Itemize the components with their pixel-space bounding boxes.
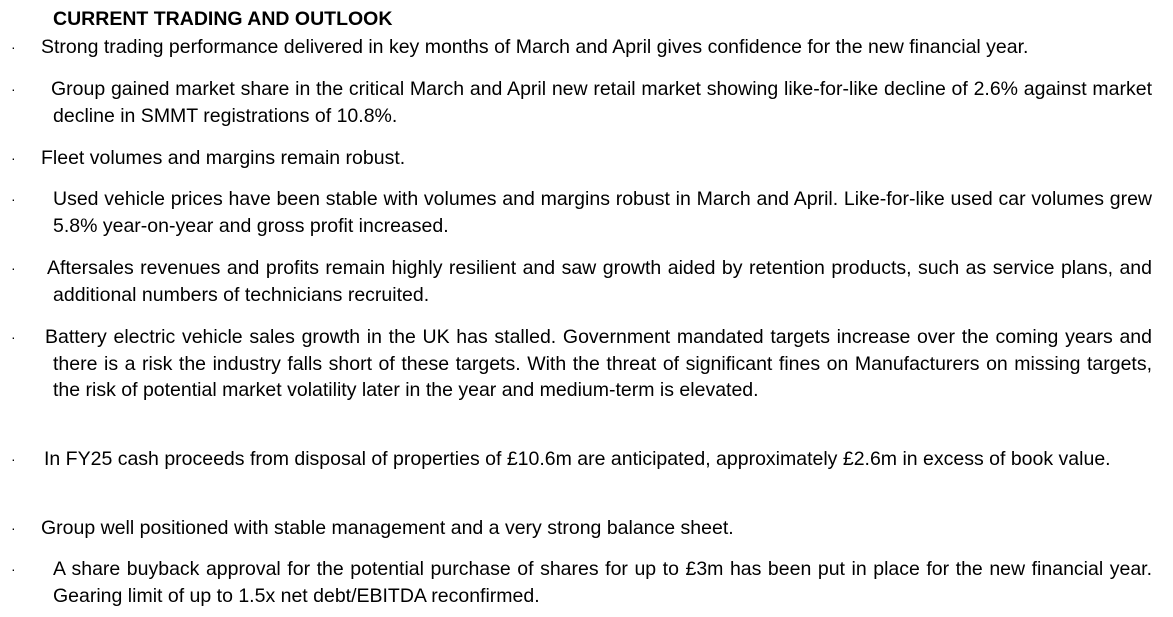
section-heading: CURRENT TRADING AND OUTLOOK <box>53 8 393 30</box>
bullet-text: Strong trading performance delivered in key months of March and April gives confidence for the new financial year. <box>41 36 1029 58</box>
bullet-text: Battery electric vehicle sales growth in the UK has stalled. Government mandated targets increase over the coming years and there is a risk the industry falls short of these targets. With the threat of significant fines on Manufacturers on missing targets, the risk of potential market volatility later in the year and medium-term is elevated. <box>45 326 1152 401</box>
bullet-text: Used vehicle prices have been stable with volumes and margins robust in March and April. Like-for-like used car volumes grew 5.8% year-on-year and gross profit increased. <box>53 188 1152 237</box>
bullet-marker: · <box>11 520 16 536</box>
bullet-text: A share buyback approval for the potential purchase of shares for up to £3m has been put in place for the new financial year. Gearing limit of up to 1.5x net debt/EBITDA reconfirmed. <box>53 558 1152 607</box>
bullet-marker: · <box>11 39 16 55</box>
bullet-text: In FY25 cash proceeds from disposal of properties of £10.6m are anticipated, approximately £2.6m in excess of book value. <box>44 448 1111 470</box>
bullet-marker: · <box>11 81 16 97</box>
bullet-marker: · <box>11 150 16 166</box>
bullet-marker: · <box>11 260 16 276</box>
bullet-marker: · <box>11 451 16 467</box>
bullet-marker: · <box>11 329 16 345</box>
bullet-text: Group gained market share in the critical March and April new retail market showing like-for-like decline of 2.6% against market decline in SMMT registrations of 10.8%. <box>51 78 1152 127</box>
bullet-marker: · <box>11 191 16 207</box>
bullet-text: Fleet volumes and margins remain robust. <box>41 147 406 169</box>
bullet-text: Group well positioned with stable management and a very strong balance sheet. <box>41 517 734 539</box>
bullet-text: Aftersales revenues and profits remain highly resilient and saw growth aided by retention products, such as service plans, and additional numbers of technicians recruited. <box>47 257 1152 306</box>
bullet-marker: · <box>11 561 16 577</box>
